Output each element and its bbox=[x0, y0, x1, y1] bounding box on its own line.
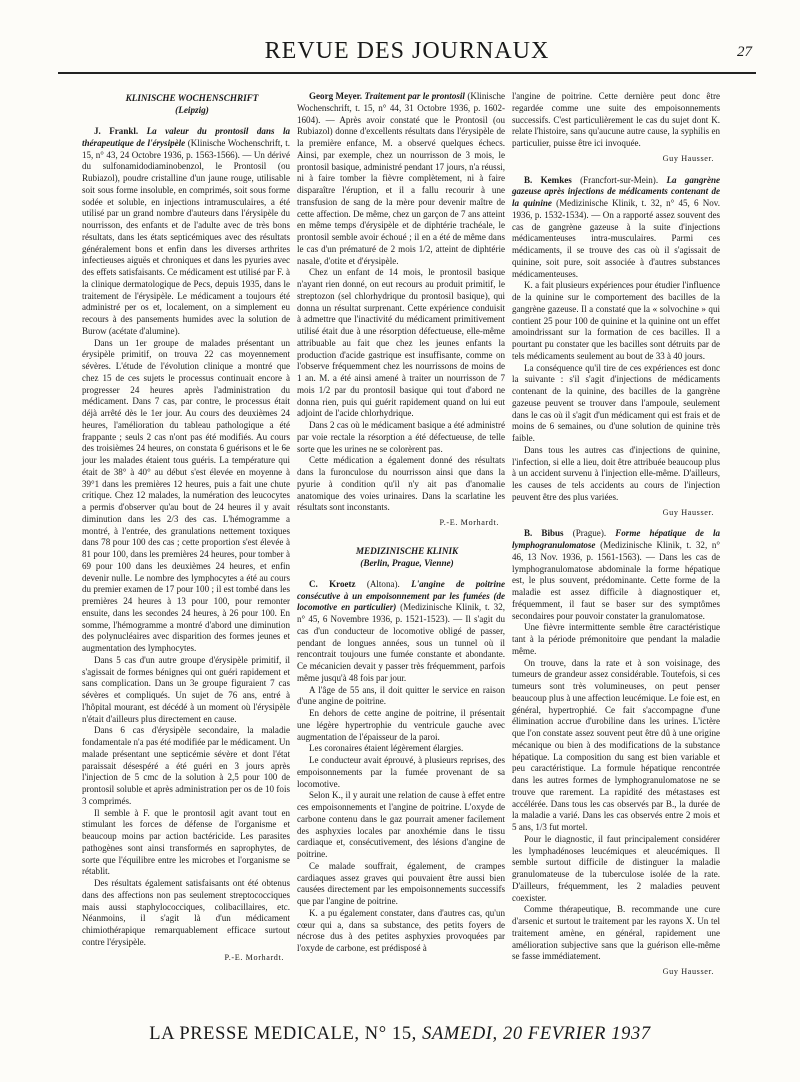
article-body: (Medizinische Klinik, t. 32, n° 45, 6 Nov. 1936, p. 1532-1534). — On a rapporté assez souvent des cas de gangrène gazeuse à la suite d'injections médicamenteuses intra-musculaires. Parmi ces médicaments, il se trouve des cas où il s'agissait de quinine, soit pure, soit associée à d'autres substances médicamenteuses. bbox=[512, 198, 721, 279]
paragraph: Ce malade souffrait, également, de crampes cardiaques assez graves qui pouvaient être aussi bien causées directement par les empoisonnements successifs que par l'angine de poitrine. bbox=[297, 860, 505, 906]
article-author: Georg Meyer. bbox=[309, 91, 363, 101]
page-footer bbox=[0, 1024, 800, 1045]
paragraph: Pour le diagnostic, il faut principalement considérer les lymphadénoses leucémiques et aleucémiques. Il semble surtout difficile de distinguer la maladie granulomateuse de la tuberculose isolée de la rate. D'ailleurs, fréquemment, les 2 maladies peuvent coexister. bbox=[512, 833, 720, 903]
article-body: (Klinische Wochenschrift, t. 15, n° 43, 24 Octobre 1936, p. 1563-1566). — Un dérivé du sulfonamidodiaminobenzol, le Prontosil (ou Rubiazol), poudre cristalline d'un jaune rouge, utilisable soit sous forme insoluble, en comprimés, soit sous forme sodée et soluble, en injections intramusculaires, a été utilisé par un grand nombre d'auteurs dans l'érysipèle du nourrisson, des enfants et de l'adulte avec de très bons résultats, dans les états septicémiques avec des résultats généralement bons et enfin dans les diverses arthrites infectieuses aiguës et chroniques et dans les pyuries avec des effets satisfaisants. Ce médicament est utilisé par F. à la clinique dermatologique de Pecs, depuis 1935, dans le traitement de l'érysipèle. Le médicament a toujours été administré per os et, localement, on a simplement eu recours à des pansements humides avec la solution de Burow (acétate d'alumine). bbox=[82, 137, 291, 336]
article-continuation: l'angine de poitrine. Cette dernière peut donc être regardée comme une suite des empoisonnements successifs. C'est particulièrement le cas du sujet dont K. relate l'histoire, sans qu'aucune autre cause, la syphilis en particulier, puisse être ici invoquée. bbox=[512, 91, 720, 148]
paragraph: On trouve, dans la rate et à son voisinage, des tumeurs de grandeur assez considérable. Toutefois, si ces tumeurs sont très volumineuses, on peut penser beaucoup plus à une affection leucémique. Le foie est, en général, hypertrophié. Ce fait s'accompagne d'une élimination accrue d'urobiline dans les urines. L'ictère que l'on constate assez souvent peut être dû à une origine mécanique ou bien à des modifications de la substance hépatique. La composition du sang est bien variable et peu caractéristique. La formule hépatique rencontrée dans les autres formes de lymphogranulomatose ne se trouve que rarement. La rapidité des métastases est accélérée. Dans tous les cas observés par B., la durée de la maladie a varié. Dans les cas observés entre 2 mois et 5 ans, 1/3 fut mortel. bbox=[512, 657, 720, 832]
section-title: MEDIZINISCHE KLINIK bbox=[355, 545, 459, 556]
article-author: C. Kroetz bbox=[309, 578, 356, 589]
article-kemkes bbox=[512, 175, 720, 281]
article-title: Traitement par le prontosil bbox=[364, 91, 465, 101]
article-affiliation: (Prague). bbox=[572, 528, 607, 539]
paragraph: Les coronaires étaient légèrement élargies. bbox=[309, 743, 464, 754]
article-signature: Guy Hausser. bbox=[662, 967, 714, 976]
article-author: B. Bibus bbox=[524, 528, 564, 539]
paragraph: En dehors de cette angine de poitrine, il présentait une légère hypertrophie du ventricule gauche avec augmentation de l'épaisseur de la paroi. bbox=[297, 708, 505, 742]
paragraph: Cette médication a également donné des résultats dans la furonculose du nourrisson ainsi que dans la pyurie à condition qu'il n'y ait pas d'anomalie anatomique des voies urinaires. Dans la scarlatine les résultats sont inconstants. bbox=[297, 455, 505, 513]
article-title: La gangrène gazeuse après injections de médicaments contenant de la quinine bbox=[512, 174, 721, 208]
article-signature: Guy Hausser. bbox=[662, 507, 714, 517]
journal-section-title: REVUE DES JOURNAUX bbox=[264, 38, 550, 64]
article-title: L'angine de poitrine consécutive à un empoisonnement par les fumées (de locomotive en particulier) bbox=[297, 578, 506, 613]
footer-journal: LA PRESSE MEDICALE, N° 15, bbox=[149, 1024, 417, 1044]
article-author: J. Frankl. bbox=[94, 126, 139, 136]
article-body: (Klinische Wochenschrift, t. 15, n° 44, 31 Octobre 1936, p. 1602-1604). — Après avoir constaté que le Prontosil (ou Rubiazol) donne d'excellents résultats dans l'érysipèle de la première enfance, M. a observé quelques échecs. Ainsi, par exemple, chez un nourrisson de 3 mois, le prontosil basique, administré pendant 17 jours, n'a réussi, ni à faire tomber la fièvre complètement, ni à faire disparaître l'éruption, et il a fallu recourir à une transfusion de sang de la mère pour devenir maître de cette affection. De même, chez un garçon de 7 ans atteint en même temps d'érysipèle et de diphtérie trachéale, le prontosil semble avoir échoué ; il en a été de même dans le cas d'un prématuré de 2 mois 1/2, atteint de diphtérie nasale, d'otite et d'érysipèle. bbox=[297, 91, 506, 266]
paragraph: Dans 6 cas d'érysipèle secondaire, la maladie fondamentale n'a pas été modifiée par le médicament. Un malade présentant une septicémie sévère et dont l'état paraissait désespéré a été guéri en 3 jours après l'injection de 5 cmc de la solution à 2,5 pour 100 de prontosil soluble et après administration per os de 10 fois 3 comprimés. bbox=[82, 725, 290, 806]
paragraph: Dans 5 cas d'un autre groupe d'érysipèle primitif, il s'agissait de formes bénignes qui ont guéri rapidement et sans complication. Dans un 3e groupe figuraient 7 cas sévères et compliqués. Un sujet de 76 ans, entré à l'hôpital mourant, est décédé à un moment où l'érysipèle n'était d'ailleurs plus directement en cause. bbox=[82, 654, 290, 724]
article-body: (Medizinische Klinik, t. 32, n° 45, 6 Novembre 1936, p. 1521-1523). — Il s'agit du cas d'un conducteur de locomotive obligé de passer, pendant de longues années, sous un tunnel où il rencontrait toujours une fumée constante et abondante. Ce mécanicien devait y passer très fréquemment, parfois même jusqu'à 48 fois par jour. bbox=[297, 602, 505, 683]
paragraph: Une fièvre intermittente semble être caractéristique tant à la période prémonitoire que pendant la maladie même. bbox=[512, 622, 720, 656]
article-title: La valeur du prontosil dans la thérapeutique de l'érysipèle bbox=[82, 126, 290, 148]
paragraph: Dans 2 cas où le médicament basique a été administré par voie rectale la résorption a été défectueuse, de telle sorte que les urines ne se colorèrent pas. bbox=[297, 420, 505, 454]
paragraph: La conséquence qu'il tire de ces expériences est donc la suivante : s'il s'agit d'injections de médicaments contenant de la quinine, des bacilles de la gangrène gazeuse peuvent se trouver dans l'ampoule, seulement dans le cas où il s'agit d'un médicament qui est frais et de moins de 6 semaines, ou d'une solution de quinine très faible. bbox=[512, 362, 720, 443]
paragraph: Chez un enfant de 14 mois, le prontosil basique n'ayant rien donné, on eut recours au produit primitif, le streptozon (sel chlorhydrique du prontosil basique), qui donna un résultat surprenant. Cette expérience conduisit à admettre que l'inactivité du médicament primitivement utilisé était due à une résorption défectueuse, elle-même attribuable au fait que chez les jeunes enfants la production d'acide gastrique est insuffisante, comme on l'observe fréquemment chez les nourrissons de moins de 1 an. M. a été ainsi amené à traiter un nourrisson de 7 mois 1/2 par du prontosil basique qui tout d'abord ne donna rien, puis qui guérit rapidement quand on lui eut adjoint de l'acide chlorhydrique. bbox=[297, 267, 505, 419]
article-affiliation: (Altona). bbox=[366, 578, 400, 589]
paragraph: Dans un 1er groupe de malades présentant un érysipèle primitif, on trouva 22 cas moyennement sévères. L'étude de l'évolution clinique a montré que chez 15 de ces sujets le processus continuait encore à progresser 24 heures après l'administration du médicament. Dans 7 cas, par contre, le processus était déjà arrêté dès le 1er jour. Au cours des deuxièmes 24 heures, l'amélioration du tableau pathologique a été frappante ; seuls 2 cas n'ont pas été modifiés. Au cours des troisièmes 24 heures, on constata 6 guérisons et le 6e jour les malades étaient tous guéris. La température qui était de 38° à 40° au début s'est élevée en moyenne à 39°1 dans les premières 12 heures, puis a fait une chute critique. Chez 12 malades, la numération des leucocytes a permis d'observer qu'au bout de 24 heures il y avait diminution dans les 2/3 des cas. L'hémogramme a montré, à l'entrée, des granulations nettement toxiques dans 78 pour 100 des cas ; cette proportion s'est élevée à 81 pour 100, dans les premières 24 heures, pour tomber à 69 pour 100 dans les deuxièmes 24 heures, et enfin devenir nulle. Le nombre des lymphocytes a été au cours du premier examen de 17 pour 100 ; il est tombé dans les premières 24 heures à 13 pour 100, pour remonter ensuite, dans les secondes 24 heures, à 26 pour 100. En somme, l'hémogramme a montré d'abord une diminution des polynucléaires avec disparition des formes jeunes et augmentation des lymphocytes. bbox=[82, 337, 290, 653]
paragraph: Le conducteur avait éprouvé, à plusieurs reprises, des empoisonnements par la fumée provenant de sa locomotive. bbox=[297, 755, 505, 789]
section-city: (Berlin, Prague, Vienne) bbox=[360, 557, 454, 568]
paragraph: Dans tous les autres cas d'injections de quinine, l'infection, si elle a lieu, doit être attribuée beaucoup plus à un accident survenu à l'injection elle-même. D'ailleurs, les causes de tels accidents au cours de l'injection peuvent être des plus variées. bbox=[512, 444, 720, 502]
paragraph: K. a pu également constater, dans d'autres cas, qu'un cœur qui a, dans sa substance, des petits foyers de nécrose dus à des petites asphyxies provoquées par l'oxyde de carbone, est prédisposé à bbox=[297, 907, 505, 953]
article-signature: Guy Hausser. bbox=[662, 153, 714, 163]
article-signature: P.-E. Morhardt. bbox=[224, 952, 284, 962]
page-header bbox=[58, 34, 756, 74]
article-meyer bbox=[297, 91, 505, 267]
article-affiliation: (Francfort-sur-Mein). bbox=[580, 174, 659, 185]
column-2 bbox=[297, 91, 505, 955]
column-3 bbox=[512, 91, 720, 984]
paragraph: A l'âge de 55 ans, il doit quitter le service en raison d'une angine de poitrine. bbox=[297, 684, 505, 707]
page-number: 27 bbox=[737, 44, 752, 60]
article-frankl bbox=[82, 126, 290, 338]
paragraph: K. a fait plusieurs expériences pour étudier l'influence de la quinine sur le comportement des bacilles de la gangrène gazeuse. Il a constaté que la « solvochine » qui contient 25 pour 100 de quinine et la quinine ont un effet amoindrissant sur la formation de ces bacilles. Il a pourtant pu constater que les bacilles sont détruits par de tels médicaments seulement au bout de 33 à 40 jours. bbox=[512, 280, 720, 361]
article-body: (Medizinische Klinik, t. 32, n° 46, 13 Nov. 1936, p. 1561-1563). — Dans les cas de lymphogranulomatose abdominale la forme hépatique est, le plus souvent, prédominante. Cette forme de la maladie est assez difficile à diagnostiquer et, fréquemment, il faut se baser sur des symptômes secondaires pour pouvoir constater la granulomatose. bbox=[512, 540, 720, 621]
section-city: (Leipzig) bbox=[175, 105, 209, 115]
article-bibus bbox=[512, 528, 720, 622]
article-title: Forme hépatique de la lymphogranulomatose bbox=[512, 528, 720, 550]
paragraph: Des résultats également satisfaisants ont été obtenus dans des affections non pas seulement streptococciques mais aussi staphylococciques, colibacillaires, etc. Néanmoins, il s'agit là d'un médicament chimiothérapique remarquablement efficace surtout contre l'érysipèle. bbox=[82, 878, 290, 947]
paragraph: Selon K., il y aurait une relation de cause à effet entre ces empoisonnements et l'angine de poitrine. L'oxyde de carbone contenu dans le gaz pourrait amener facilement des asphyxies locales par anoxhémie dans le tissu cardiaque et, consécutivement, des lésions d'angine de poitrine. bbox=[297, 790, 505, 859]
section-title: KLINISCHE WOCHENSCHRIFT bbox=[125, 93, 259, 103]
paragraph: Il semble à F. que le prontosil agit avant tout en stimulant les forces de défense de l'organisme et beaucoup moins par action bactéricide. Les parasites pathogènes sont ainsi transformés en saprophytes, de sorte que l'équilibre entre les microbes et l'organisme se rétablit. bbox=[82, 807, 290, 877]
footer-date: SAMEDI, 20 FEVRIER 1937 bbox=[422, 1024, 651, 1044]
column-1 bbox=[82, 92, 290, 969]
article-signature: P.-E. Morhardt. bbox=[439, 518, 499, 527]
paragraph: Comme thérapeutique, B. recommande une cure d'arsenic et surtout le traitement par les rayons X. Un tel traitement amène, en général, rapidement une amélioration subjective sans que la guérison elle-même se fasse immédiatement. bbox=[512, 904, 720, 962]
article-kroetz bbox=[297, 579, 505, 685]
article-author: B. Kemkes bbox=[524, 174, 572, 185]
